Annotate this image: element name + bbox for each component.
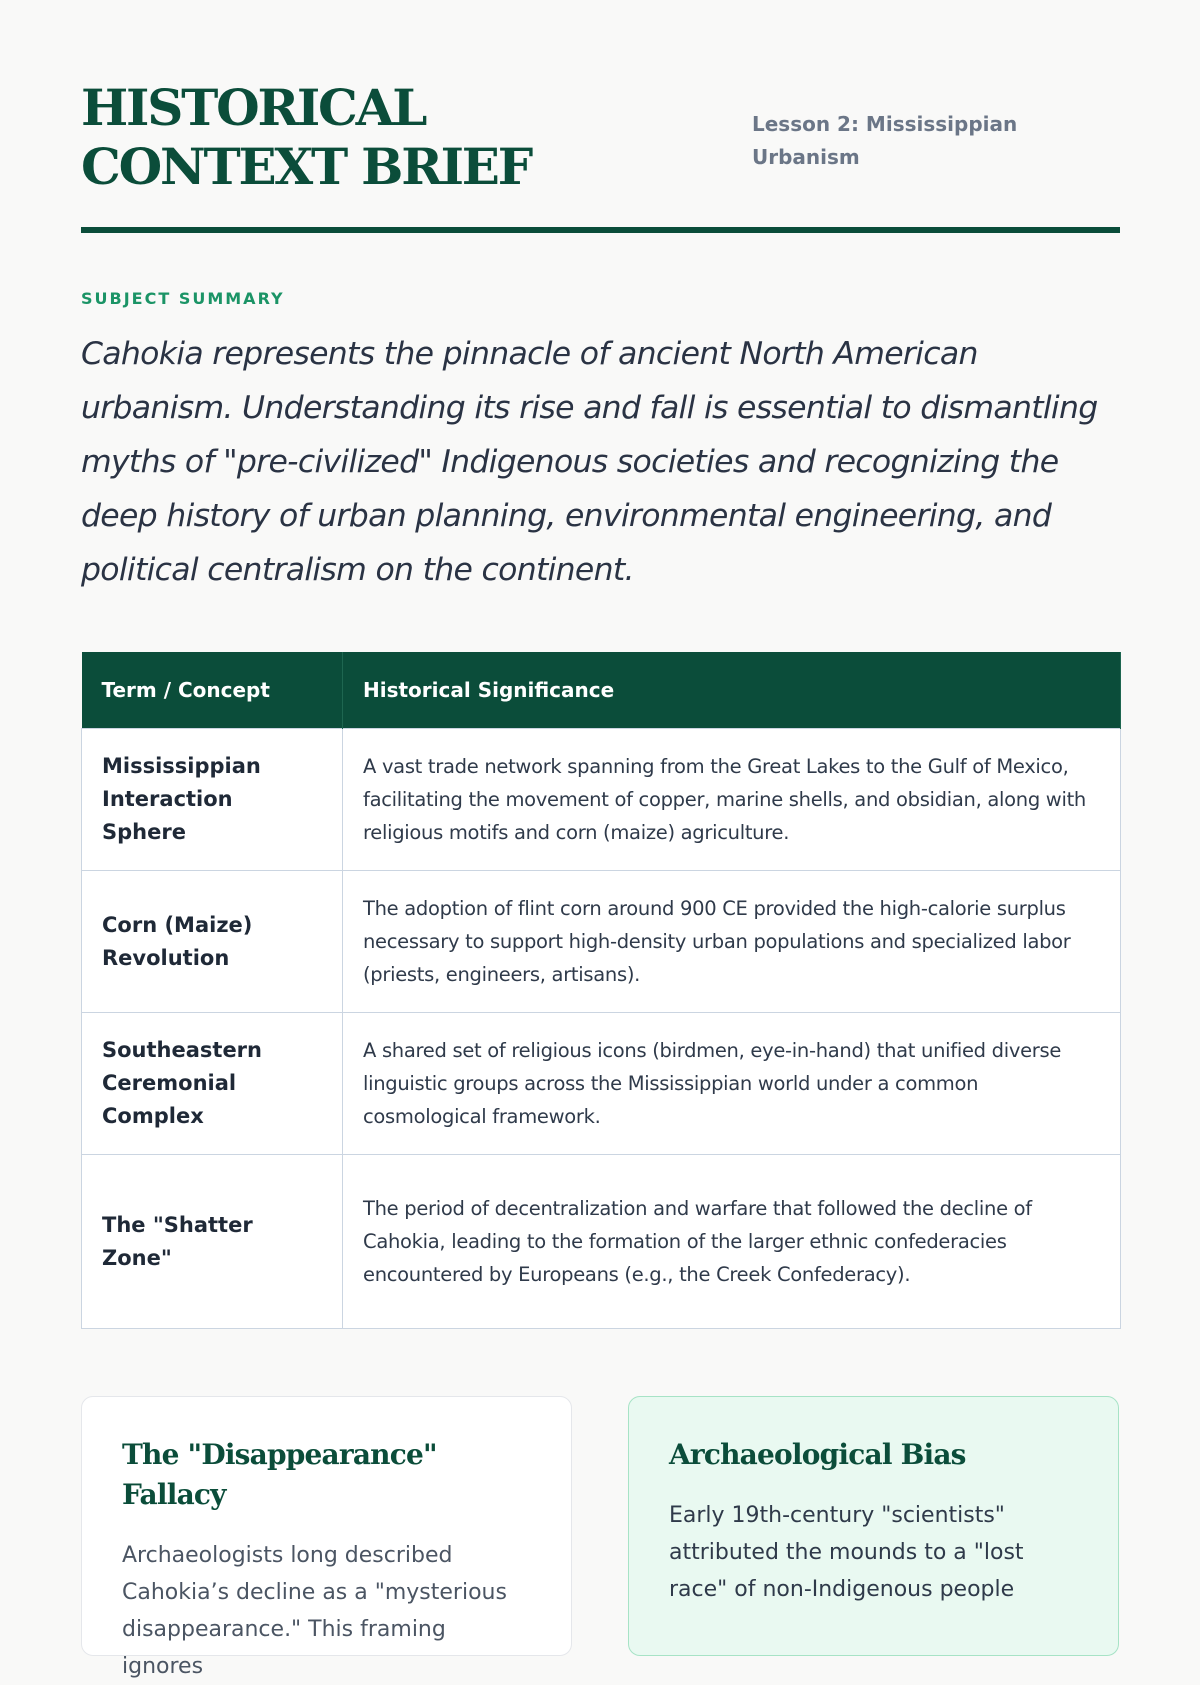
term-cell: Corn (Maize) Revolution: [82, 871, 343, 1013]
summary-text: Cahokia represents the pinnacle of ancient North American urbanism. Understanding its rise and fall is essential to dismantling myths of "pre-civilized" Indigenous societies and recognizing the deep history of urban planning, environmental engineering, and political centralism on the continent.: [81, 336, 1098, 588]
callout-card-bias: [628, 1396, 1119, 1656]
table-row: [82, 871, 1121, 1013]
term-cell: Mississippian Interaction Sphere: [82, 729, 343, 871]
callout-card-title: Archaeological Bias: [669, 1438, 966, 1471]
callout-card-text: Archaeologists long described Cahokia’s decline as a "mysterious disappearance." This framing ignores: [122, 1543, 507, 1679]
terms-table: [81, 652, 1121, 1329]
table-row: [82, 1155, 1121, 1329]
column-header-term: Term / Concept: [82, 652, 343, 729]
significance-cell: A vast trade network spanning from the Great Lakes to the Gulf of Mexico, facilitating the movement of copper, marine shells, and obsidian, along with religious motifs and corn (maize) agriculture.: [343, 729, 1121, 871]
lesson-label: Lesson 2: Mississippian Urbanism: [752, 112, 1018, 169]
significance-cell: A shared set of religious icons (birdmen, eye-in-hand) that unified diverse linguistic groups across the Mississippian world under a common cosmological framework.: [343, 1013, 1121, 1155]
significance-cell: The adoption of flint corn around 900 CE provided the high-calorie surplus necessary to support high-density urban populations and specialized labor (priests, engineers, artisans).: [343, 871, 1121, 1013]
summary-label: SUBJECT SUMMARY: [81, 289, 285, 308]
callout-cards: [81, 1396, 1120, 1679]
callout-card-title: The "Disappearance" Fallacy: [122, 1438, 437, 1511]
term-cell: The "Shatter Zone": [82, 1155, 343, 1329]
column-header-significance: Historical Significance: [343, 652, 1121, 729]
page-title: HISTORICAL CONTEXT BRIEF: [81, 78, 531, 196]
document-page: [81, 0, 1120, 1679]
term-cell: Southeastern Ceremonial Complex: [82, 1013, 343, 1155]
header-divider: [81, 227, 1120, 233]
callout-card-disappearance: [81, 1396, 572, 1679]
table-row: [82, 1013, 1121, 1155]
significance-cell: The period of decentralization and warfare that followed the decline of Cahokia, leading to the formation of the larger ethnic confederacies encountered by Europeans (e.g., the Creek Confederacy).: [343, 1155, 1121, 1329]
callout-card-text: Early 19th-century "scientists" attributed the mounds to a "lost race" of non-Indigenous people: [669, 1503, 1024, 1602]
table-row: [82, 729, 1121, 871]
header: [81, 0, 1120, 235]
table-header-row: [82, 652, 1121, 729]
